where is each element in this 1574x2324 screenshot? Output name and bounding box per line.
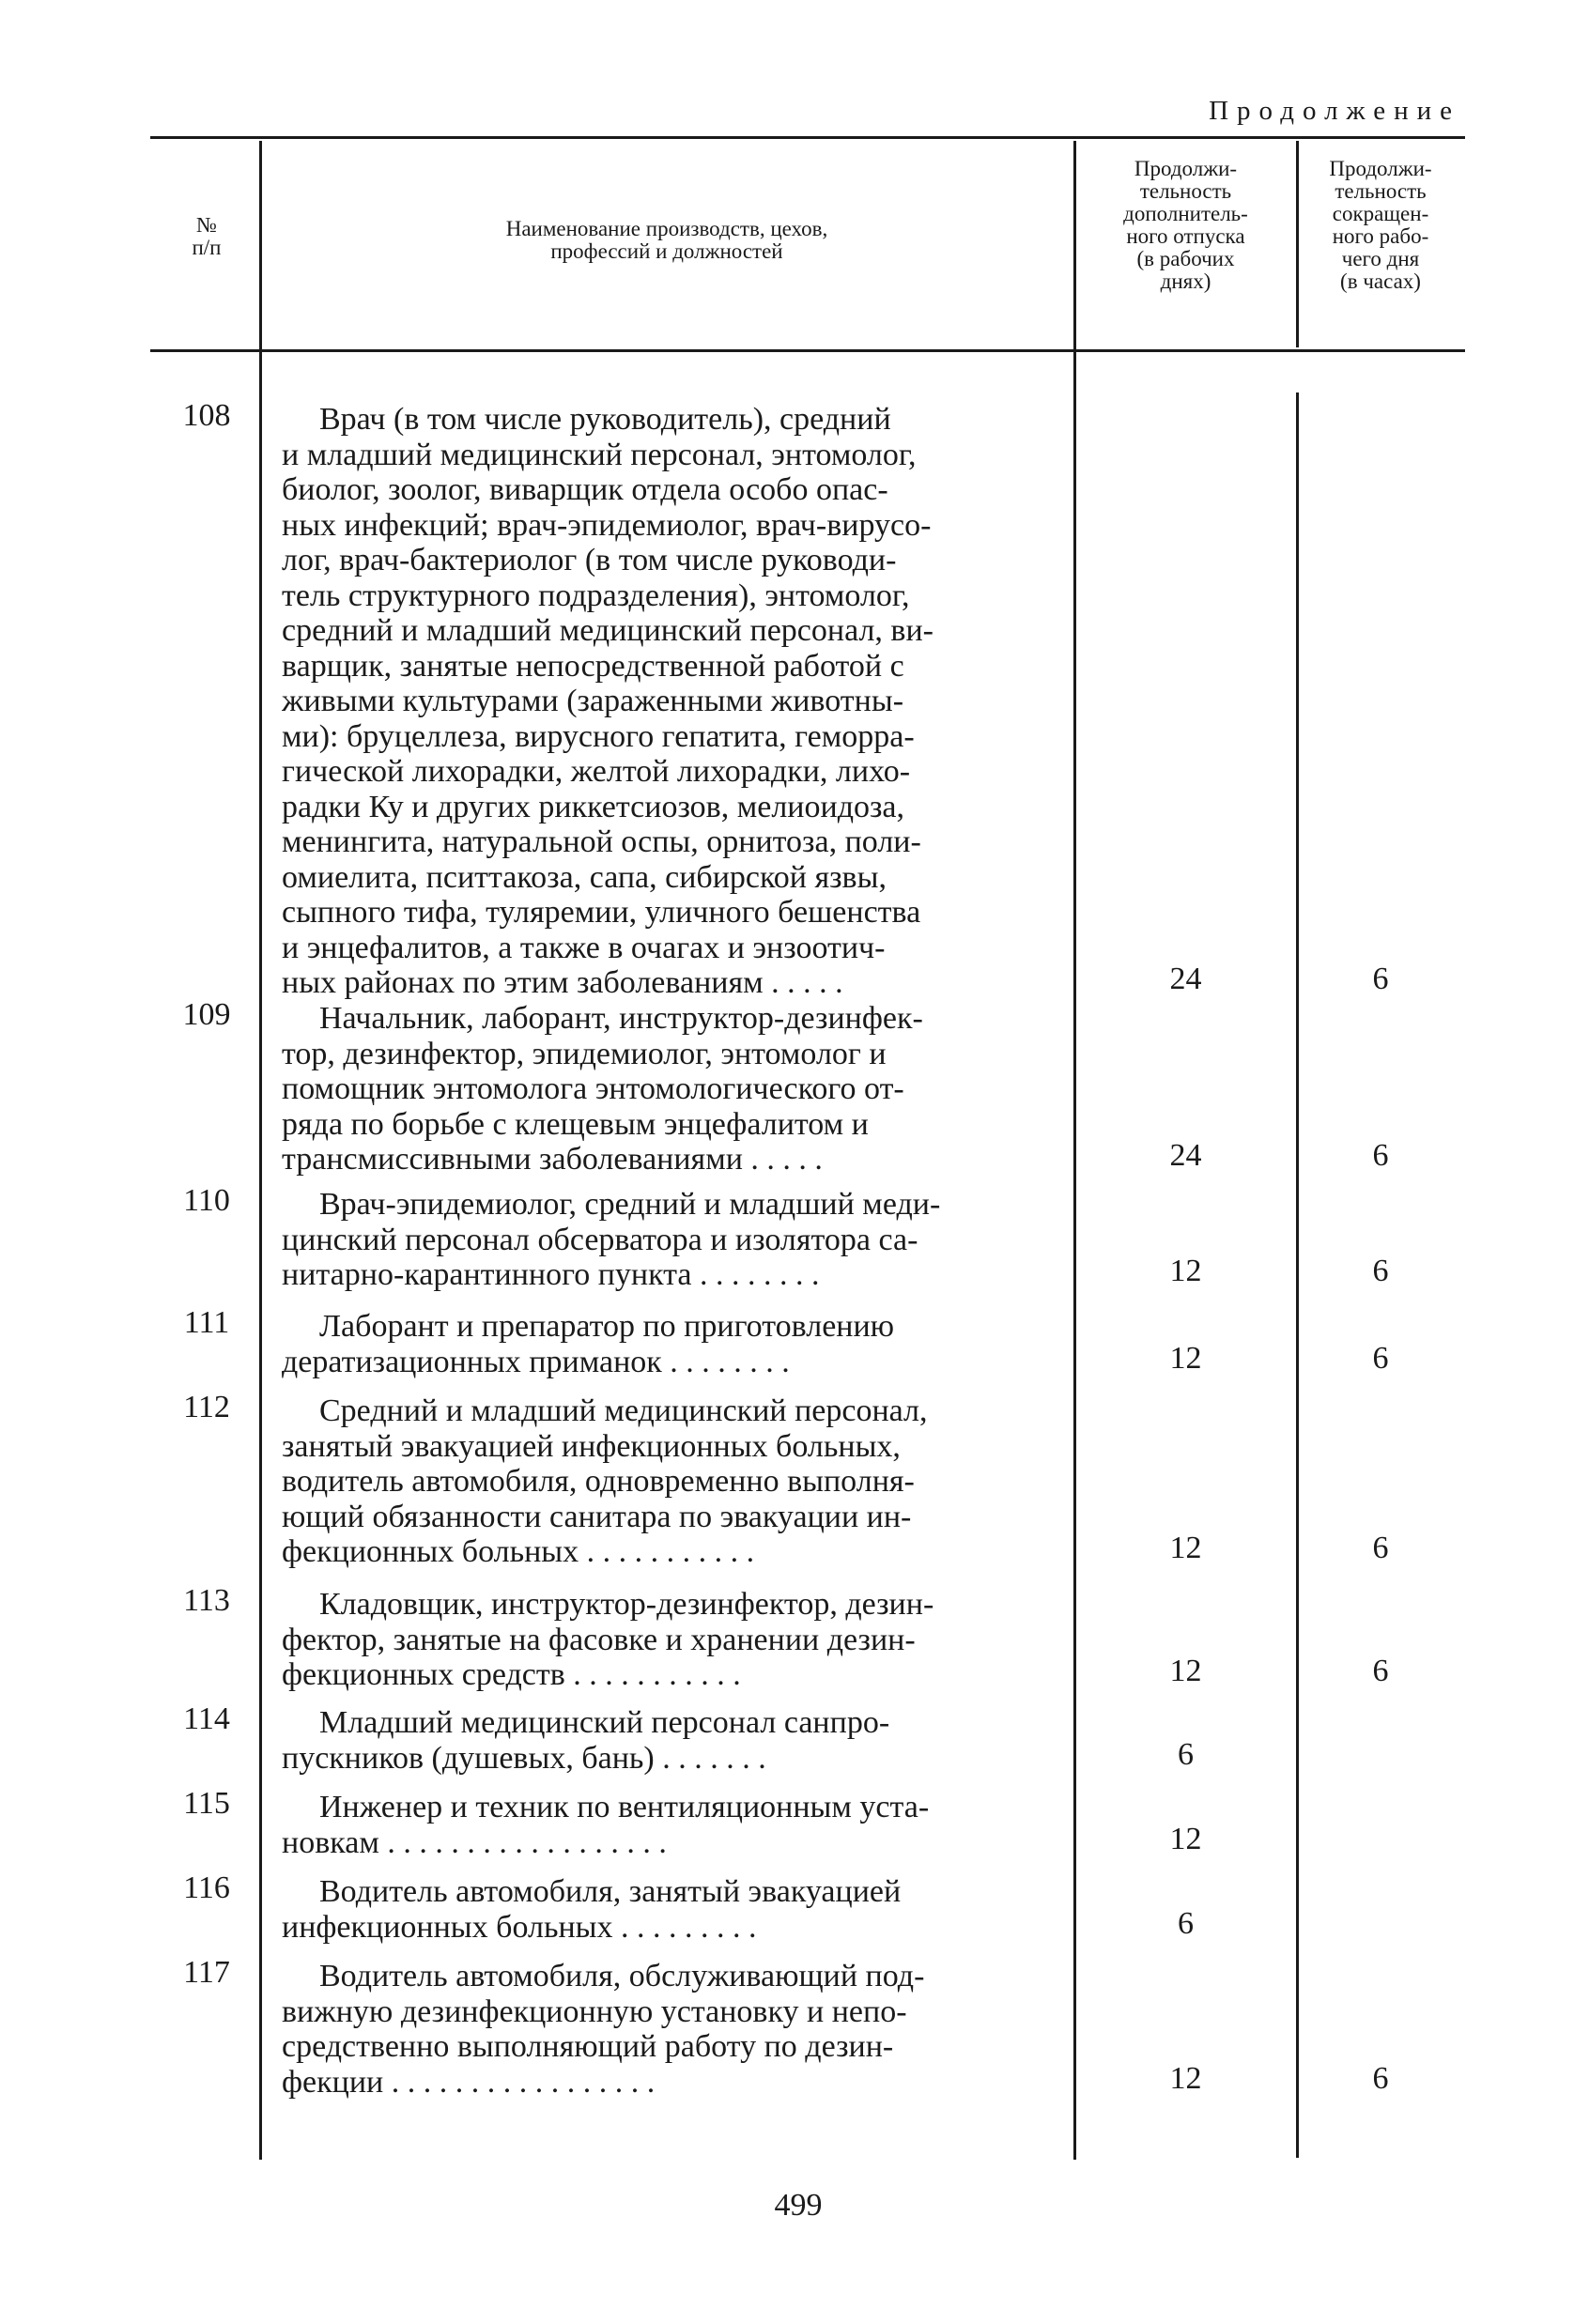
- row-description: [282, 1705, 1061, 1776]
- header-name: Наименование производств, цехов, профессий и должностей: [505, 217, 828, 263]
- row-description-line: омиелита, пситтакоза, сапа, сибирской язвы,: [282, 859, 887, 895]
- row-description: [282, 1790, 1061, 1860]
- row-description: [282, 402, 1061, 1001]
- row-shortened-hours: 6: [1372, 1340, 1389, 1376]
- row-shortened-hours: 6: [1372, 1654, 1389, 1688]
- row-description-line: средний и младший медицинский персонал, ви-: [282, 613, 934, 648]
- row-shortened-hours: 6: [1372, 1531, 1389, 1565]
- row-description-line: менингита, натуральной оспы, орнитоза, поли-: [282, 824, 921, 859]
- row-description-line: и энцефалитов, а также в очагах и энзоотич-: [282, 930, 886, 965]
- row-description-line: помощник энтомолога энтомологического от-: [282, 1071, 904, 1106]
- page-number: 499: [774, 2188, 823, 2223]
- row-description-line: гической лихорадки, желтой лихорадки, лихо-: [282, 754, 911, 789]
- row-description-line: цинский персонал обсерватора и изолятора са-: [282, 1222, 918, 1257]
- row-description-line: пускников (душевых, бань) . . . . . . .: [282, 1740, 766, 1776]
- row-number: 116: [183, 1870, 230, 1905]
- row-description-line: сыпного тифа, туляремии, уличного бешенства: [282, 895, 921, 930]
- row-description-line: и младший медицинский персонал, энтомолог,: [282, 437, 917, 472]
- row-vacation-days: 12: [1169, 1254, 1202, 1288]
- header-hours: Продолжи- тельность сокращен- ного рабо- чего дня (в часах): [1329, 157, 1432, 293]
- row-description-line: ных инфекций; врач-эпидемиолог, врач-вирусо-: [282, 507, 932, 543]
- row-description-line: варщик, занятые непосредственной работой с: [282, 648, 904, 684]
- table-top-rule: [150, 136, 1465, 139]
- row-description-line: фекции . . . . . . . . . . . . . . . . .: [282, 2064, 656, 2100]
- row-description-line: ми): бруцеллеза, вирусного гепатита, геморра-: [282, 718, 915, 754]
- row-description-line: инфекционных больных . . . . . . . . .: [282, 1909, 757, 1945]
- row-description: [282, 1187, 1061, 1293]
- row-description-line: Водитель автомобиля, обслуживающий под-: [319, 1959, 925, 1993]
- row-description: [282, 1393, 1061, 1570]
- column-divider-2: [1073, 141, 1076, 2160]
- row-description-line: дератизационных приманок . . . . . . . .: [282, 1344, 790, 1379]
- row-description-line: новкам . . . . . . . . . . . . . . . . . .: [282, 1824, 667, 1860]
- row-description-line: ных районах по этим заболеваниям . . . . .: [282, 965, 843, 1000]
- row-description-line: занятый эвакуацией инфекционных больных,: [282, 1428, 901, 1464]
- row-number: 109: [182, 997, 231, 1032]
- row-description: [282, 1959, 1061, 2100]
- header-vacation: Продолжи- тельность дополнитель- ного отпуска (в рабочих днях): [1123, 157, 1248, 293]
- row-number: 112: [183, 1390, 230, 1424]
- column-divider-3-header: [1296, 141, 1299, 347]
- row-number: 108: [182, 398, 231, 433]
- row-description-line: Кладовщик, инструктор-дезинфектор, дезин-: [319, 1587, 934, 1622]
- row-number: 115: [183, 1786, 230, 1821]
- row-description-line: вижную дезинфекционную установку и непо-: [282, 1993, 907, 2029]
- row-description-line: Врач-эпидемиолог, средний и младший меди-: [319, 1187, 941, 1222]
- row-description-line: Средний и младший медицинский персонал,: [319, 1393, 928, 1428]
- row-description-line: Младший медицинский персонал санпро-: [319, 1705, 890, 1740]
- row-description-line: биолог, зоолог, виварщик отдела особо опас-: [282, 472, 888, 507]
- row-number: 114: [183, 1701, 230, 1736]
- row-number: 110: [183, 1183, 230, 1218]
- row-shortened-hours: 6: [1372, 962, 1389, 996]
- row-description-line: тор, дезинфектор, эпидемиолог, энтомолог и: [282, 1036, 887, 1071]
- row-description: [282, 1309, 1061, 1379]
- continuation-label: Продолжение: [1209, 96, 1460, 126]
- column-divider-3: [1296, 392, 1299, 2158]
- row-description: [282, 1001, 1061, 1177]
- row-description-line: нитарно-карантинного пункта . . . . . . . .: [282, 1257, 820, 1292]
- row-number: 111: [183, 1305, 230, 1340]
- row-vacation-days: 24: [1169, 962, 1202, 996]
- row-description-line: водитель автомобиля, одновременно выполня-: [282, 1464, 915, 1499]
- row-description-line: ряда по борьбе с клещевым энцефалитом и: [282, 1106, 869, 1142]
- row-description-line: фектор, занятые на фасовке и хранении дезин-: [282, 1622, 916, 1657]
- row-description-line: трансмиссивными заболеваниями . . . . .: [282, 1142, 823, 1177]
- row-description-line: тель структурного подразделения), энтомолог,: [282, 577, 910, 613]
- row-vacation-days: 6: [1178, 1905, 1194, 1941]
- row-vacation-days: 12: [1169, 1531, 1202, 1565]
- row-shortened-hours: 6: [1372, 1138, 1389, 1173]
- row-description: [282, 1587, 1061, 1693]
- row-description-line: фекционных больных . . . . . . . . . . .: [282, 1534, 755, 1569]
- row-number: 117: [183, 1955, 230, 1990]
- row-description-line: радки Ку и других риккетсиозов, мелиоидоза,: [282, 789, 905, 824]
- row-description-line: лог, врач-бактериолог (в том числе руководи-: [282, 543, 897, 577]
- row-vacation-days: 24: [1169, 1138, 1202, 1173]
- row-description: [282, 1874, 1061, 1945]
- row-description-line: фекционных средств . . . . . . . . . . .: [282, 1657, 741, 1692]
- table-header-rule: [150, 349, 1465, 352]
- row-number: 113: [183, 1583, 230, 1618]
- row-description-line: Водитель автомобиля, занятый эвакуацией: [319, 1874, 902, 1909]
- row-vacation-days: 12: [1169, 1340, 1202, 1376]
- row-description-line: Инженер и техник по вентиляционным уста-: [319, 1790, 930, 1824]
- header-number: № п/п: [192, 213, 222, 259]
- row-vacation-days: 12: [1169, 2060, 1202, 2096]
- column-divider-1: [259, 141, 262, 2160]
- row-vacation-days: 12: [1169, 1654, 1202, 1688]
- row-description-line: Лаборант и препаратор по приготовлению: [319, 1309, 895, 1344]
- row-description-line: Начальник, лаборант, инструктор-дезинфек-: [319, 1001, 923, 1036]
- row-description-line: живыми культурами (зараженными животны-: [282, 684, 904, 718]
- row-shortened-hours: 6: [1372, 1254, 1389, 1288]
- row-description-line: ющий обязанности санитара по эвакуации ин-: [282, 1499, 912, 1534]
- row-vacation-days: 12: [1169, 1821, 1202, 1856]
- row-description-line: средственно выполняющий работу по дезин-: [282, 2029, 894, 2064]
- row-shortened-hours: 6: [1372, 2060, 1389, 2096]
- row-description-line: Врач (в том числе руководитель), средний: [319, 402, 891, 437]
- row-vacation-days: 6: [1178, 1736, 1194, 1772]
